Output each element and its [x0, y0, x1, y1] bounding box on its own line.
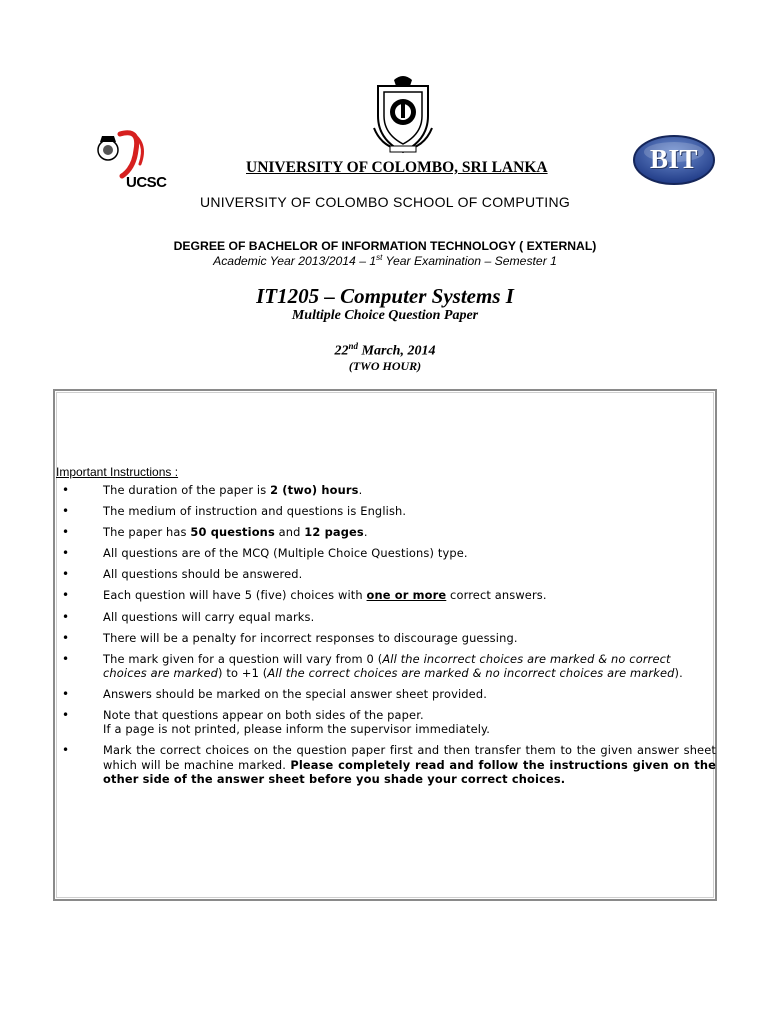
list-item: • The duration of the paper is 2 (two) hours.: [62, 483, 716, 497]
list-item: • There will be a penalty for incorrect responses to discourage guessing.: [62, 631, 716, 645]
exam-duration: (TWO HOUR): [348, 359, 422, 373]
university-name: UNIVERSITY OF COLOMBO, SRI LANKA: [246, 159, 548, 176]
list-item: • Answers should be marked on the special answer sheet provided.: [62, 687, 716, 701]
list-item: • All questions should be answered.: [62, 567, 716, 581]
instructions-title: Important Instructions :: [56, 465, 179, 479]
list-item: • All questions are of the MCQ (Multiple Choice Questions) type.: [62, 546, 716, 560]
school-name: UNIVERSITY OF COLOMBO SCHOOL OF COMPUTING: [199, 194, 571, 210]
list-item: • The mark given for a question will vary from 0 (All the incorrect choices are marked & no correct choices are marked) to +1 (All the correct choices are marked & no incorrect choices are marked).: [62, 652, 716, 680]
ucsc-logo: [96, 128, 180, 194]
university-crest-icon: [370, 72, 436, 154]
paper-type: Multiple Choice Question Paper: [291, 308, 479, 323]
degree-title: DEGREE OF BACHELOR OF INFORMATION TECHNOLOGY ( EXTERNAL): [173, 239, 597, 253]
instructions-list: [62, 483, 716, 793]
list-item: • Mark the correct choices on the question paper first and then transfer them to the given answer sheet which will be machine marked. Please completely read and follow the instructions given on the other side of the answer sheet before you shade your correct choices.: [62, 743, 716, 786]
list-item: • Note that questions appear on both sides of the paper. If a page is not printed, please inform the supervisor immediately.: [62, 708, 716, 736]
course-title: IT1205 – Computer Systems I: [256, 284, 514, 308]
academic-year: Academic Year 2013/2014 – 1st Year Examination – Semester 1: [213, 253, 557, 269]
list-item: • All questions will carry equal marks.: [62, 610, 716, 624]
list-item: • The medium of instruction and questions is English.: [62, 504, 716, 518]
bit-wordmark: BIT: [649, 144, 699, 174]
bit-logo: [632, 134, 716, 186]
ucsc-wordmark: UCSC: [126, 174, 167, 191]
exam-date: 22nd March, 2014: [334, 341, 436, 359]
list-item: • Each question will have 5 (five) choices with one or more correct answers.: [62, 588, 716, 602]
list-item: • The paper has 50 questions and 12 pages.: [62, 525, 716, 539]
